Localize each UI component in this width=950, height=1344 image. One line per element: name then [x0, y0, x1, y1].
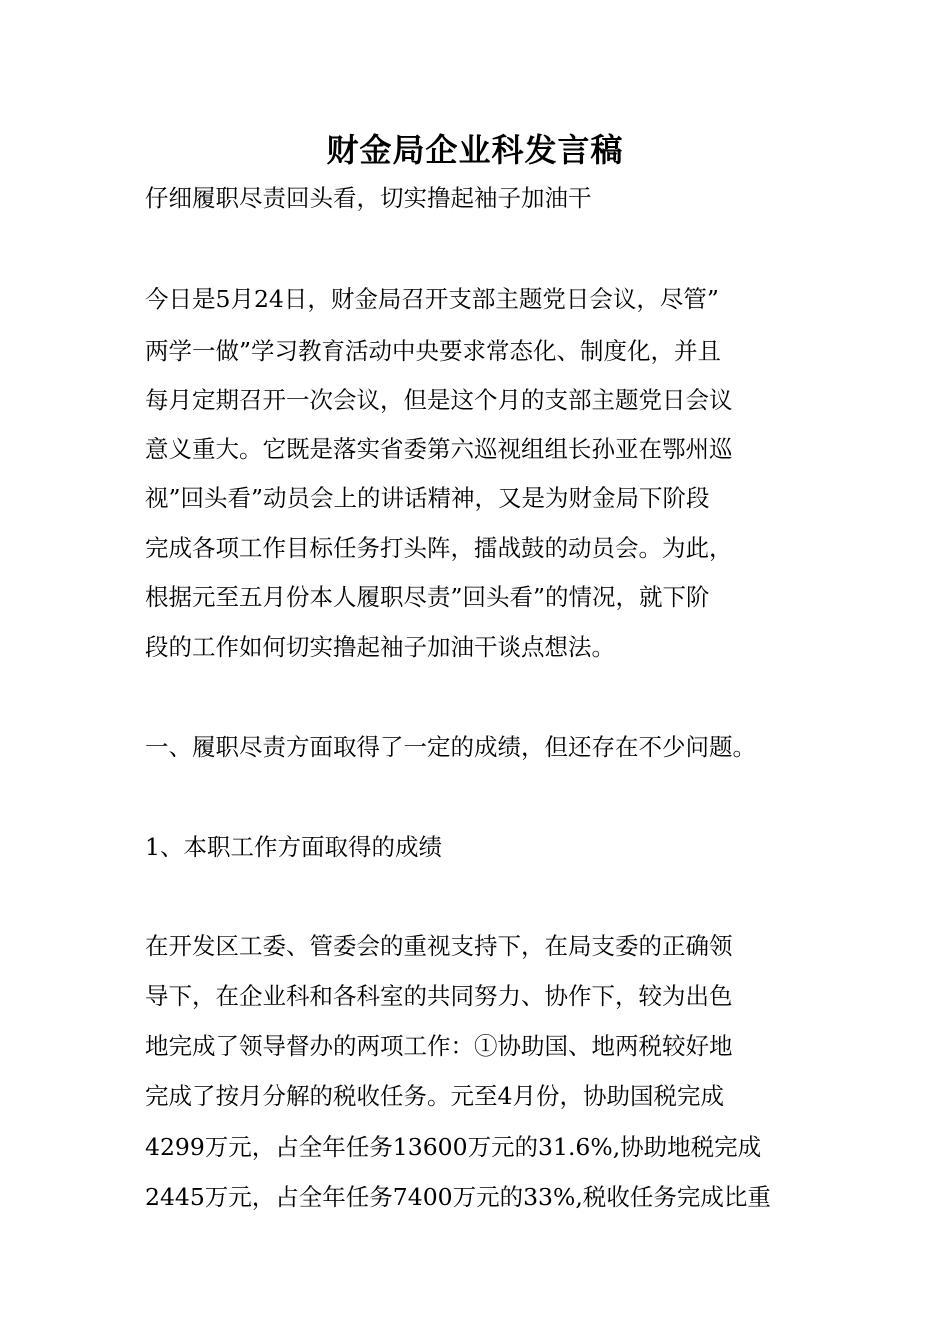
paragraph-line: 每月定期召开一次会议，但是这个月的支部主题党日会议 [145, 386, 733, 414]
paragraph-line: 两学一做”学习教育活动中央要求常态化、制度化，并且 [145, 337, 722, 365]
paragraph-line: 今日是5月24日，财金局召开支部主题党日会议，尽管” [145, 285, 719, 313]
subsection-heading: 1、本职工作方面取得的成绩 [145, 833, 442, 861]
section-heading: 一、履职尽责方面取得了一定的成绩，但还存在不少问题。 [145, 733, 756, 761]
paragraph-line: 在开发区工委、管委会的重视支持下，在局支委的正确领 [145, 932, 733, 960]
document-title: 财金局企业科发言稿 [326, 131, 624, 169]
paragraph-line: 导下，在企业科和各科室的共同努力、协作下，较为出色 [145, 982, 733, 1010]
paragraph-line: 4299万元，占全年任务13600万元的31.6%,协助地税完成 [145, 1133, 762, 1161]
paragraph-line: 根据元至五月份本人履职尽责”回头看”的情况，就下阶 [145, 583, 710, 611]
paragraph-line: 完成各项工作目标任务打头阵，擂战鼓的动员会。为此， [145, 534, 733, 562]
paragraph-line: 段的工作如何切实撸起袖子加油干谈点想法。 [145, 633, 615, 661]
document-subtitle: 仔细履职尽责回头看，切实撸起袖子加油干 [145, 184, 592, 212]
paragraph-line: 地完成了领导督办的两项工作：①协助国、地两税较好地 [145, 1032, 733, 1060]
paragraph-line: 意义重大。它既是落实省委第六巡视组组长孙亚在鄂州巡 [145, 435, 733, 463]
paragraph-line: 视”回头看”动员会上的讲话精神，又是为财金局下阶段 [145, 484, 710, 512]
paragraph-line: 2445万元，占全年任务7400万元的33%,税收任务完成比重 [145, 1183, 771, 1211]
paragraph-line: 完成了按月分解的税收任务。元至4月份，协助国税完成 [145, 1082, 724, 1110]
